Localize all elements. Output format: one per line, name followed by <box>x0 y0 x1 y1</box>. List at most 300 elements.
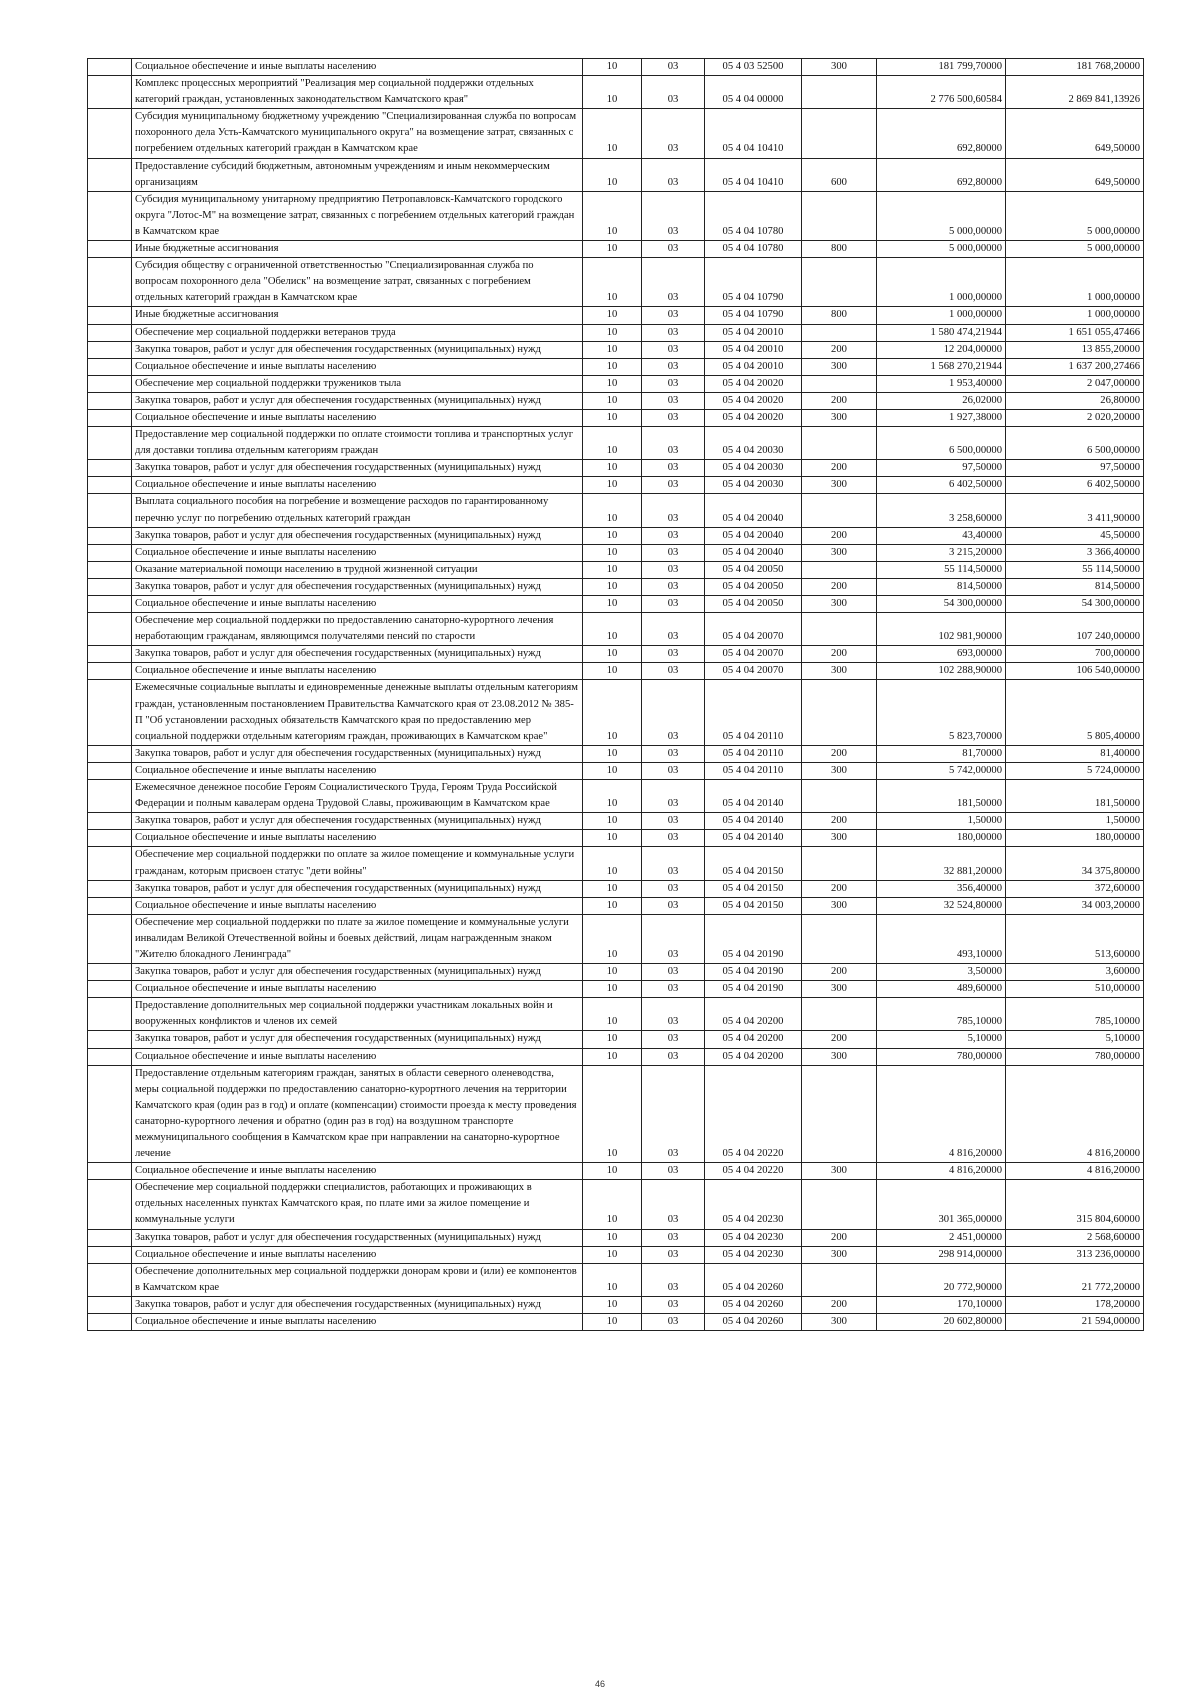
amount-year-2-cell: 315 804,60000 <box>1006 1180 1144 1229</box>
expense-name-cell: Предоставление субсидий бюджетным, автономным учреждениям и иным некоммерческим организациям <box>132 158 583 191</box>
expense-type-cell: 300 <box>802 358 877 375</box>
section-code-cell: 10 <box>583 964 642 981</box>
amount-year-1-cell: 180,00000 <box>877 830 1006 847</box>
table-row <box>88 258 1144 307</box>
row-indent-cell <box>88 477 132 494</box>
amount-year-2-cell: 649,50000 <box>1006 109 1144 158</box>
amount-year-2-cell: 55 114,50000 <box>1006 561 1144 578</box>
expense-type-cell: 300 <box>802 1314 877 1331</box>
amount-year-2-cell: 6 500,00000 <box>1006 427 1144 460</box>
table-row <box>88 76 1144 109</box>
expense-name-cell: Оказание материальной помощи населению в трудной жизненной ситуации <box>132 561 583 578</box>
target-article-cell: 05 4 04 10410 <box>705 158 802 191</box>
row-indent-cell <box>88 191 132 240</box>
amount-year-1-cell: 5 000,00000 <box>877 241 1006 258</box>
expense-type-cell: 800 <box>802 307 877 324</box>
expense-type-cell: 200 <box>802 1031 877 1048</box>
expense-type-cell: 300 <box>802 596 877 613</box>
subsection-code-cell: 03 <box>642 964 705 981</box>
row-indent-cell <box>88 964 132 981</box>
subsection-code-cell: 03 <box>642 1263 705 1296</box>
row-indent-cell <box>88 460 132 477</box>
table-row <box>88 1263 1144 1296</box>
row-indent-cell <box>88 544 132 561</box>
subsection-code-cell: 03 <box>642 59 705 76</box>
target-article-cell: 05 4 04 20190 <box>705 914 802 963</box>
expense-type-cell <box>802 561 877 578</box>
subsection-code-cell: 03 <box>642 680 705 745</box>
row-indent-cell <box>88 1048 132 1065</box>
table-row <box>88 527 1144 544</box>
target-article-cell: 05 4 04 20230 <box>705 1246 802 1263</box>
expense-type-cell: 200 <box>802 460 877 477</box>
table-row <box>88 1031 1144 1048</box>
expense-type-cell <box>802 109 877 158</box>
section-code-cell: 10 <box>583 1163 642 1180</box>
amount-year-2-cell: 2 869 841,13926 <box>1006 76 1144 109</box>
table-row <box>88 1314 1144 1331</box>
row-indent-cell <box>88 646 132 663</box>
expense-name-cell: Обеспечение мер социальной поддержки по оплате за жилое помещение и коммунальные услуги гражданам, которым присвоен статус "дети войны" <box>132 847 583 880</box>
table-row <box>88 998 1144 1031</box>
row-indent-cell <box>88 59 132 76</box>
row-indent-cell <box>88 663 132 680</box>
amount-year-2-cell: 34 375,80000 <box>1006 847 1144 880</box>
amount-year-2-cell: 785,10000 <box>1006 998 1144 1031</box>
expense-type-cell: 200 <box>802 880 877 897</box>
target-article-cell: 05 4 04 20040 <box>705 527 802 544</box>
row-indent-cell <box>88 258 132 307</box>
amount-year-1-cell: 170,10000 <box>877 1296 1006 1313</box>
table-row <box>88 477 1144 494</box>
table-row <box>88 324 1144 341</box>
table-row <box>88 307 1144 324</box>
expense-name-cell: Социальное обеспечение и иные выплаты населению <box>132 358 583 375</box>
row-indent-cell <box>88 324 132 341</box>
amount-year-1-cell: 32 524,80000 <box>877 897 1006 914</box>
expense-type-cell: 300 <box>802 663 877 680</box>
row-indent-cell <box>88 897 132 914</box>
amount-year-2-cell: 5 000,00000 <box>1006 191 1144 240</box>
section-code-cell: 10 <box>583 191 642 240</box>
table-row <box>88 241 1144 258</box>
target-article-cell: 05 4 04 20030 <box>705 477 802 494</box>
table-row <box>88 1163 1144 1180</box>
section-code-cell: 10 <box>583 427 642 460</box>
table-row <box>88 813 1144 830</box>
section-code-cell: 10 <box>583 307 642 324</box>
expense-name-cell: Социальное обеспечение и иные выплаты населению <box>132 59 583 76</box>
expense-type-cell <box>802 847 877 880</box>
subsection-code-cell: 03 <box>642 663 705 680</box>
amount-year-2-cell: 4 816,20000 <box>1006 1163 1144 1180</box>
row-indent-cell <box>88 613 132 646</box>
section-code-cell: 10 <box>583 527 642 544</box>
target-article-cell: 05 4 04 20030 <box>705 427 802 460</box>
row-indent-cell <box>88 109 132 158</box>
amount-year-2-cell: 3 366,40000 <box>1006 544 1144 561</box>
table-row <box>88 427 1144 460</box>
amount-year-2-cell: 780,00000 <box>1006 1048 1144 1065</box>
subsection-code-cell: 03 <box>642 762 705 779</box>
expense-type-cell: 200 <box>802 745 877 762</box>
amount-year-1-cell: 26,02000 <box>877 392 1006 409</box>
target-article-cell: 05 4 04 20220 <box>705 1065 802 1163</box>
section-code-cell: 10 <box>583 109 642 158</box>
expense-type-cell <box>802 427 877 460</box>
subsection-code-cell: 03 <box>642 307 705 324</box>
subsection-code-cell: 03 <box>642 1048 705 1065</box>
expense-type-cell <box>802 258 877 307</box>
expense-name-cell: Обеспечение дополнительных мер социальной поддержки донорам крови и (или) ее компонентов в Камчатском крае <box>132 1263 583 1296</box>
expense-name-cell: Закупка товаров, работ и услуг для обеспечения государственных (муниципальных) нужд <box>132 1031 583 1048</box>
expense-type-cell <box>802 914 877 963</box>
expense-type-cell: 200 <box>802 646 877 663</box>
amount-year-1-cell: 102 981,90000 <box>877 613 1006 646</box>
expense-name-cell: Социальное обеспечение и иные выплаты населению <box>132 897 583 914</box>
target-article-cell: 05 4 04 20010 <box>705 324 802 341</box>
expense-name-cell: Обеспечение мер социальной поддержки специалистов, работающих и проживающих в отдельных населенных пунктах Камчатского края, по плате ими за жилое помещение и коммунальные услуги <box>132 1180 583 1229</box>
amount-year-2-cell: 1 000,00000 <box>1006 307 1144 324</box>
target-article-cell: 05 4 04 20020 <box>705 375 802 392</box>
row-indent-cell <box>88 307 132 324</box>
row-indent-cell <box>88 780 132 813</box>
target-article-cell: 05 4 04 20050 <box>705 578 802 595</box>
section-code-cell: 10 <box>583 897 642 914</box>
row-indent-cell <box>88 680 132 745</box>
amount-year-2-cell: 34 003,20000 <box>1006 897 1144 914</box>
row-indent-cell <box>88 880 132 897</box>
amount-year-1-cell: 20 772,90000 <box>877 1263 1006 1296</box>
target-article-cell: 05 4 04 20010 <box>705 341 802 358</box>
table-row <box>88 375 1144 392</box>
target-article-cell: 05 4 04 20110 <box>705 762 802 779</box>
subsection-code-cell: 03 <box>642 1229 705 1246</box>
amount-year-2-cell: 180,00000 <box>1006 830 1144 847</box>
table-row <box>88 914 1144 963</box>
row-indent-cell <box>88 375 132 392</box>
section-code-cell: 10 <box>583 1065 642 1163</box>
target-article-cell: 05 4 04 10780 <box>705 191 802 240</box>
section-code-cell: 10 <box>583 409 642 426</box>
expense-name-cell: Социальное обеспечение и иные выплаты населению <box>132 1048 583 1065</box>
section-code-cell: 10 <box>583 914 642 963</box>
amount-year-1-cell: 4 816,20000 <box>877 1163 1006 1180</box>
amount-year-1-cell: 489,60000 <box>877 981 1006 998</box>
subsection-code-cell: 03 <box>642 358 705 375</box>
table-row <box>88 358 1144 375</box>
amount-year-2-cell: 13 855,20000 <box>1006 341 1144 358</box>
amount-year-1-cell: 1 568 270,21944 <box>877 358 1006 375</box>
expense-name-cell: Закупка товаров, работ и услуг для обеспечения государственных (муниципальных) нужд <box>132 813 583 830</box>
amount-year-1-cell: 81,70000 <box>877 745 1006 762</box>
expense-name-cell: Предоставление дополнительных мер социальной поддержки участникам локальных войн и вооруженных конфликтов и членов их семей <box>132 998 583 1031</box>
target-article-cell: 05 4 04 20230 <box>705 1180 802 1229</box>
subsection-code-cell: 03 <box>642 158 705 191</box>
subsection-code-cell: 03 <box>642 813 705 830</box>
amount-year-2-cell: 5 805,40000 <box>1006 680 1144 745</box>
table-row <box>88 341 1144 358</box>
section-code-cell: 10 <box>583 76 642 109</box>
target-article-cell: 05 4 04 20020 <box>705 409 802 426</box>
row-indent-cell <box>88 578 132 595</box>
expense-type-cell: 300 <box>802 1163 877 1180</box>
amount-year-1-cell: 6 402,50000 <box>877 477 1006 494</box>
expense-type-cell: 300 <box>802 897 877 914</box>
amount-year-2-cell: 372,60000 <box>1006 880 1144 897</box>
subsection-code-cell: 03 <box>642 981 705 998</box>
row-indent-cell <box>88 847 132 880</box>
subsection-code-cell: 03 <box>642 409 705 426</box>
subsection-code-cell: 03 <box>642 324 705 341</box>
table-row <box>88 1246 1144 1263</box>
amount-year-1-cell: 3 215,20000 <box>877 544 1006 561</box>
section-code-cell: 10 <box>583 258 642 307</box>
section-code-cell: 10 <box>583 680 642 745</box>
expense-type-cell: 800 <box>802 241 877 258</box>
expense-name-cell: Закупка товаров, работ и услуг для обеспечения государственных (муниципальных) нужд <box>132 745 583 762</box>
target-article-cell: 05 4 04 20260 <box>705 1263 802 1296</box>
expense-type-cell: 300 <box>802 1048 877 1065</box>
table-row <box>88 578 1144 595</box>
expense-name-cell: Обеспечение мер социальной поддержки ветеранов труда <box>132 324 583 341</box>
table-row <box>88 613 1144 646</box>
section-code-cell: 10 <box>583 847 642 880</box>
target-article-cell: 05 4 04 20070 <box>705 663 802 680</box>
amount-year-1-cell: 20 602,80000 <box>877 1314 1006 1331</box>
section-code-cell: 10 <box>583 596 642 613</box>
expense-type-cell: 200 <box>802 341 877 358</box>
amount-year-1-cell: 493,10000 <box>877 914 1006 963</box>
row-indent-cell <box>88 1031 132 1048</box>
section-code-cell: 10 <box>583 830 642 847</box>
expense-type-cell <box>802 375 877 392</box>
section-code-cell: 10 <box>583 358 642 375</box>
table-row <box>88 544 1144 561</box>
row-indent-cell <box>88 561 132 578</box>
expense-name-cell: Социальное обеспечение и иные выплаты населению <box>132 1163 583 1180</box>
subsection-code-cell: 03 <box>642 1296 705 1313</box>
target-article-cell: 05 4 04 20190 <box>705 964 802 981</box>
subsection-code-cell: 03 <box>642 460 705 477</box>
table-row <box>88 494 1144 527</box>
row-indent-cell <box>88 527 132 544</box>
table-row <box>88 1180 1144 1229</box>
section-code-cell: 10 <box>583 477 642 494</box>
amount-year-1-cell: 5 000,00000 <box>877 191 1006 240</box>
section-code-cell: 10 <box>583 241 642 258</box>
table-row <box>88 880 1144 897</box>
expense-type-cell <box>802 494 877 527</box>
target-article-cell: 05 4 04 20050 <box>705 561 802 578</box>
amount-year-1-cell: 1 927,38000 <box>877 409 1006 426</box>
amount-year-1-cell: 3 258,60000 <box>877 494 1006 527</box>
subsection-code-cell: 03 <box>642 494 705 527</box>
subsection-code-cell: 03 <box>642 578 705 595</box>
amount-year-1-cell: 181 799,70000 <box>877 59 1006 76</box>
subsection-code-cell: 03 <box>642 109 705 158</box>
amount-year-1-cell: 1 580 474,21944 <box>877 324 1006 341</box>
expense-name-cell: Обеспечение мер социальной поддержки тружеников тыла <box>132 375 583 392</box>
expense-name-cell: Закупка товаров, работ и услуг для обеспечения государственных (муниципальных) нужд <box>132 392 583 409</box>
subsection-code-cell: 03 <box>642 341 705 358</box>
target-article-cell: 05 4 04 20260 <box>705 1314 802 1331</box>
subsection-code-cell: 03 <box>642 1314 705 1331</box>
amount-year-1-cell: 298 914,00000 <box>877 1246 1006 1263</box>
expense-name-cell: Комплекс процессных мероприятий "Реализация мер социальной поддержки отдельных категорий граждан, установленных законодательством Камчатского края" <box>132 76 583 109</box>
amount-year-1-cell: 6 500,00000 <box>877 427 1006 460</box>
target-article-cell: 05 4 04 20030 <box>705 460 802 477</box>
table-row <box>88 109 1144 158</box>
section-code-cell: 10 <box>583 494 642 527</box>
expense-name-cell: Субсидия обществу с ограниченной ответственностью "Специализированная служба по вопросам похоронного дела "Обелиск" на возмещение затрат, связанных с погребением отдельных категорий граждан в Камчатском крае <box>132 258 583 307</box>
amount-year-1-cell: 785,10000 <box>877 998 1006 1031</box>
subsection-code-cell: 03 <box>642 613 705 646</box>
expense-name-cell: Закупка товаров, работ и услуг для обеспечения государственных (муниципальных) нужд <box>132 1229 583 1246</box>
table-row <box>88 646 1144 663</box>
expense-type-cell: 300 <box>802 1246 877 1263</box>
section-code-cell: 10 <box>583 158 642 191</box>
section-code-cell: 10 <box>583 646 642 663</box>
subsection-code-cell: 03 <box>642 392 705 409</box>
amount-year-1-cell: 692,80000 <box>877 109 1006 158</box>
subsection-code-cell: 03 <box>642 258 705 307</box>
row-indent-cell <box>88 427 132 460</box>
amount-year-2-cell: 181,50000 <box>1006 780 1144 813</box>
amount-year-2-cell: 5 000,00000 <box>1006 241 1144 258</box>
row-indent-cell <box>88 1229 132 1246</box>
section-code-cell: 10 <box>583 460 642 477</box>
expense-type-cell: 600 <box>802 158 877 191</box>
target-article-cell: 05 4 04 20050 <box>705 596 802 613</box>
row-indent-cell <box>88 981 132 998</box>
expense-name-cell: Иные бюджетные ассигнования <box>132 307 583 324</box>
table-row <box>88 981 1144 998</box>
subsection-code-cell: 03 <box>642 1031 705 1048</box>
row-indent-cell <box>88 1314 132 1331</box>
row-indent-cell <box>88 813 132 830</box>
expense-name-cell: Закупка товаров, работ и услуг для обеспечения государственных (муниципальных) нужд <box>132 460 583 477</box>
amount-year-1-cell: 3,50000 <box>877 964 1006 981</box>
amount-year-2-cell: 5 724,00000 <box>1006 762 1144 779</box>
table-row <box>88 663 1144 680</box>
subsection-code-cell: 03 <box>642 1180 705 1229</box>
expense-name-cell: Выплата социального пособия на погребение и возмещение расходов по гарантированному перечню услуг по погребению отдельных категорий граждан <box>132 494 583 527</box>
amount-year-2-cell: 510,00000 <box>1006 981 1144 998</box>
amount-year-1-cell: 5 742,00000 <box>877 762 1006 779</box>
row-indent-cell <box>88 358 132 375</box>
target-article-cell: 05 4 04 10790 <box>705 307 802 324</box>
table-row <box>88 762 1144 779</box>
table-row <box>88 745 1144 762</box>
amount-year-1-cell: 12 204,00000 <box>877 341 1006 358</box>
amount-year-2-cell: 1 000,00000 <box>1006 258 1144 307</box>
target-article-cell: 05 4 04 20140 <box>705 830 802 847</box>
amount-year-2-cell: 3,60000 <box>1006 964 1144 981</box>
subsection-code-cell: 03 <box>642 191 705 240</box>
subsection-code-cell: 03 <box>642 1163 705 1180</box>
target-article-cell: 05 4 04 20110 <box>705 745 802 762</box>
amount-year-1-cell: 1 000,00000 <box>877 307 1006 324</box>
subsection-code-cell: 03 <box>642 527 705 544</box>
subsection-code-cell: 03 <box>642 1065 705 1163</box>
expense-name-cell: Закупка товаров, работ и услуг для обеспечения государственных (муниципальных) нужд <box>132 1296 583 1313</box>
amount-year-2-cell: 814,50000 <box>1006 578 1144 595</box>
amount-year-2-cell: 181 768,20000 <box>1006 59 1144 76</box>
target-article-cell: 05 4 04 00000 <box>705 76 802 109</box>
target-article-cell: 05 4 04 20020 <box>705 392 802 409</box>
row-indent-cell <box>88 762 132 779</box>
section-code-cell: 10 <box>583 1296 642 1313</box>
subsection-code-cell: 03 <box>642 830 705 847</box>
expense-type-cell: 300 <box>802 477 877 494</box>
expense-name-cell: Социальное обеспечение и иные выплаты населению <box>132 981 583 998</box>
target-article-cell: 05 4 04 20040 <box>705 494 802 527</box>
amount-year-2-cell: 81,40000 <box>1006 745 1144 762</box>
budget-table <box>87 58 1144 1331</box>
section-code-cell: 10 <box>583 578 642 595</box>
amount-year-2-cell: 1,50000 <box>1006 813 1144 830</box>
expense-name-cell: Социальное обеспечение и иные выплаты населению <box>132 1246 583 1263</box>
amount-year-2-cell: 178,20000 <box>1006 1296 1144 1313</box>
section-code-cell: 10 <box>583 544 642 561</box>
target-article-cell: 05 4 04 20010 <box>705 358 802 375</box>
section-code-cell: 10 <box>583 981 642 998</box>
row-indent-cell <box>88 76 132 109</box>
target-article-cell: 05 4 04 10780 <box>705 241 802 258</box>
section-code-cell: 10 <box>583 813 642 830</box>
table-body <box>88 59 1144 1331</box>
row-indent-cell <box>88 596 132 613</box>
section-code-cell: 10 <box>583 1314 642 1331</box>
amount-year-1-cell: 54 300,00000 <box>877 596 1006 613</box>
table-row <box>88 1048 1144 1065</box>
amount-year-1-cell: 97,50000 <box>877 460 1006 477</box>
row-indent-cell <box>88 830 132 847</box>
expense-type-cell <box>802 780 877 813</box>
row-indent-cell <box>88 241 132 258</box>
expense-type-cell <box>802 324 877 341</box>
expense-type-cell <box>802 613 877 646</box>
table-row <box>88 964 1144 981</box>
expense-name-cell: Социальное обеспечение и иные выплаты населению <box>132 409 583 426</box>
amount-year-2-cell: 4 816,20000 <box>1006 1065 1144 1163</box>
table-row <box>88 830 1144 847</box>
subsection-code-cell: 03 <box>642 745 705 762</box>
amount-year-1-cell: 102 288,90000 <box>877 663 1006 680</box>
table-row <box>88 59 1144 76</box>
target-article-cell: 05 4 04 20070 <box>705 646 802 663</box>
subsection-code-cell: 03 <box>642 847 705 880</box>
amount-year-1-cell: 356,40000 <box>877 880 1006 897</box>
expense-type-cell: 200 <box>802 527 877 544</box>
amount-year-1-cell: 2 776 500,60584 <box>877 76 1006 109</box>
expense-name-cell: Субсидия муниципальному бюджетному учреждению "Специализированная служба по вопросам похоронного дела Усть-Камчатского муниципального округа" на возмещение затрат, связанных с погребением отдельных категорий граждан в Камчатском крае <box>132 109 583 158</box>
table-row <box>88 460 1144 477</box>
row-indent-cell <box>88 392 132 409</box>
amount-year-1-cell: 1,50000 <box>877 813 1006 830</box>
section-code-cell: 10 <box>583 1048 642 1065</box>
expense-name-cell: Закупка товаров, работ и услуг для обеспечения государственных (муниципальных) нужд <box>132 341 583 358</box>
expense-name-cell: Социальное обеспечение и иные выплаты населению <box>132 1314 583 1331</box>
expense-name-cell: Субсидия муниципальному унитарному предприятию Петропавловск-Камчатского городского округа "Лотос-М" на возмещение затрат, связанных с погребением отдельных категорий граждан в Камчатском крае <box>132 191 583 240</box>
section-code-cell: 10 <box>583 561 642 578</box>
row-indent-cell <box>88 341 132 358</box>
row-indent-cell <box>88 1263 132 1296</box>
amount-year-2-cell: 106 540,00000 <box>1006 663 1144 680</box>
subsection-code-cell: 03 <box>642 544 705 561</box>
expense-type-cell <box>802 1263 877 1296</box>
